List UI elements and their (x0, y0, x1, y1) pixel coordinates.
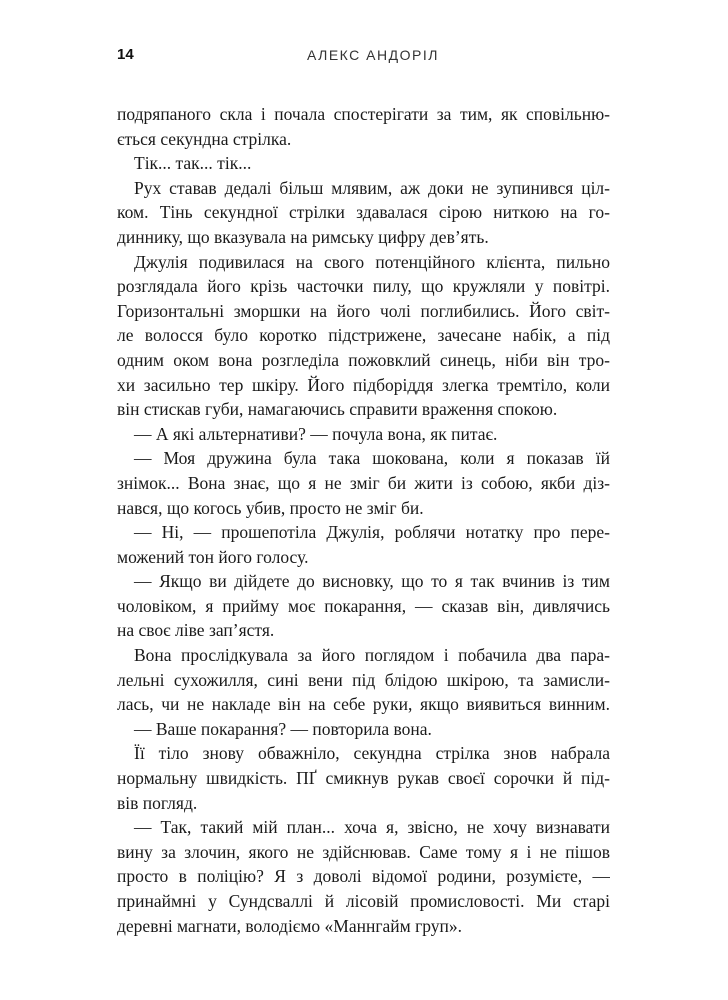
text-line: Рух ставав дедалі більш млявим, аж доки не зупинився ціл- (134, 177, 610, 198)
text-line: ється секундна стрілка. (117, 128, 292, 149)
text-line: Джулія подивилася на свого потенційного клієнта, пильно (134, 251, 610, 272)
text-line: подряпаного скла і почала спостерігати за тим, як сповільню- (117, 104, 610, 124)
text-line: деревні магнати, володіємо «Маннгайм груп». (117, 915, 463, 936)
text-line: розглядала його крізь часточки пилу, що кружляли у повітрі. (117, 276, 610, 297)
text-line: — Ні, — прошепотіла Джулія, роблячи нотатку про пере- (134, 522, 610, 543)
text-line: Тік... так... тік... (134, 153, 252, 174)
running-head-author: АЛЕКС АНДОРІЛ (307, 47, 439, 63)
text-line: Горизонтальні зморшки на його чолі поглибились. Його світ- (117, 300, 610, 321)
text-line: лельні сухожилля, сині вени під блідою шкірою, та замисли- (117, 669, 610, 690)
text-line: Вона прослідкувала за його поглядом і побачила два пара- (134, 645, 610, 666)
text-line: можений тон його голосу. (117, 546, 309, 567)
text-line: хи засильно тер шкіру. Його підборіддя злегка тремтіло, коли (117, 374, 610, 395)
text-line: принаймні у Сундсваллі й лісовій промисловості. Ми старі (117, 891, 610, 911)
text-line: — Так, такий мій план... хоча я, звісно, не хочу визнавати (134, 817, 610, 838)
text-line: просто в поліцію? Я з доволі відомої родини, розумієте, — (117, 866, 610, 887)
text-line: вину за злочин, якого не здійснював. Саме тому я і не пішов (117, 841, 610, 862)
text-line: Її тіло знову обважніло, секундна стрілка знов набрала (134, 743, 610, 764)
text-line: на своє ліве зап’ястя. (117, 620, 275, 641)
body-text (117, 102, 610, 938)
text-line: — А які альтернативи? — почула вона, як питає. (134, 423, 498, 444)
text-line: — Якщо ви дійдете до висновку, що то я так вчинив із тим (134, 571, 610, 592)
text-line: одним оком вона розгледіла пожовклий синець, ніби він тро- (117, 349, 610, 370)
page-header (117, 46, 611, 70)
text-line: — Ваше покарання? — повторила вона. (134, 718, 432, 739)
text-line: чоловіком, я прийму моє покарання, — сказав він, дивлячись (117, 595, 610, 616)
text-line: ле волосся було коротко підстрижене, зачесане набік, а під (117, 325, 610, 346)
text-line: нормальну швидкість. ПҐ смикнув рукав своєї сорочки й під- (117, 768, 610, 789)
text-line: нався, що когось убив, просто не зміг би. (117, 497, 424, 518)
text-line: він стискав губи, намагаючись справити враження спокою. (117, 399, 558, 420)
page-number: 14 (117, 46, 134, 63)
text-line: вів погляд. (117, 792, 198, 813)
text-line: — Моя дружина була така шокована, коли я показав їй (134, 448, 610, 469)
text-line: знімок... Вона знає, що я не зміг би жити із собою, якби діз- (117, 472, 610, 493)
text-line: диннику, що вказувала на римську цифру дев’ять. (117, 226, 489, 247)
text-line: лась, чи не накладе він на себе руки, якщо виявиться винним. (117, 694, 610, 715)
text-line: ком. Тінь секундної стрілки здавалася сірою ниткою на го- (117, 202, 610, 223)
